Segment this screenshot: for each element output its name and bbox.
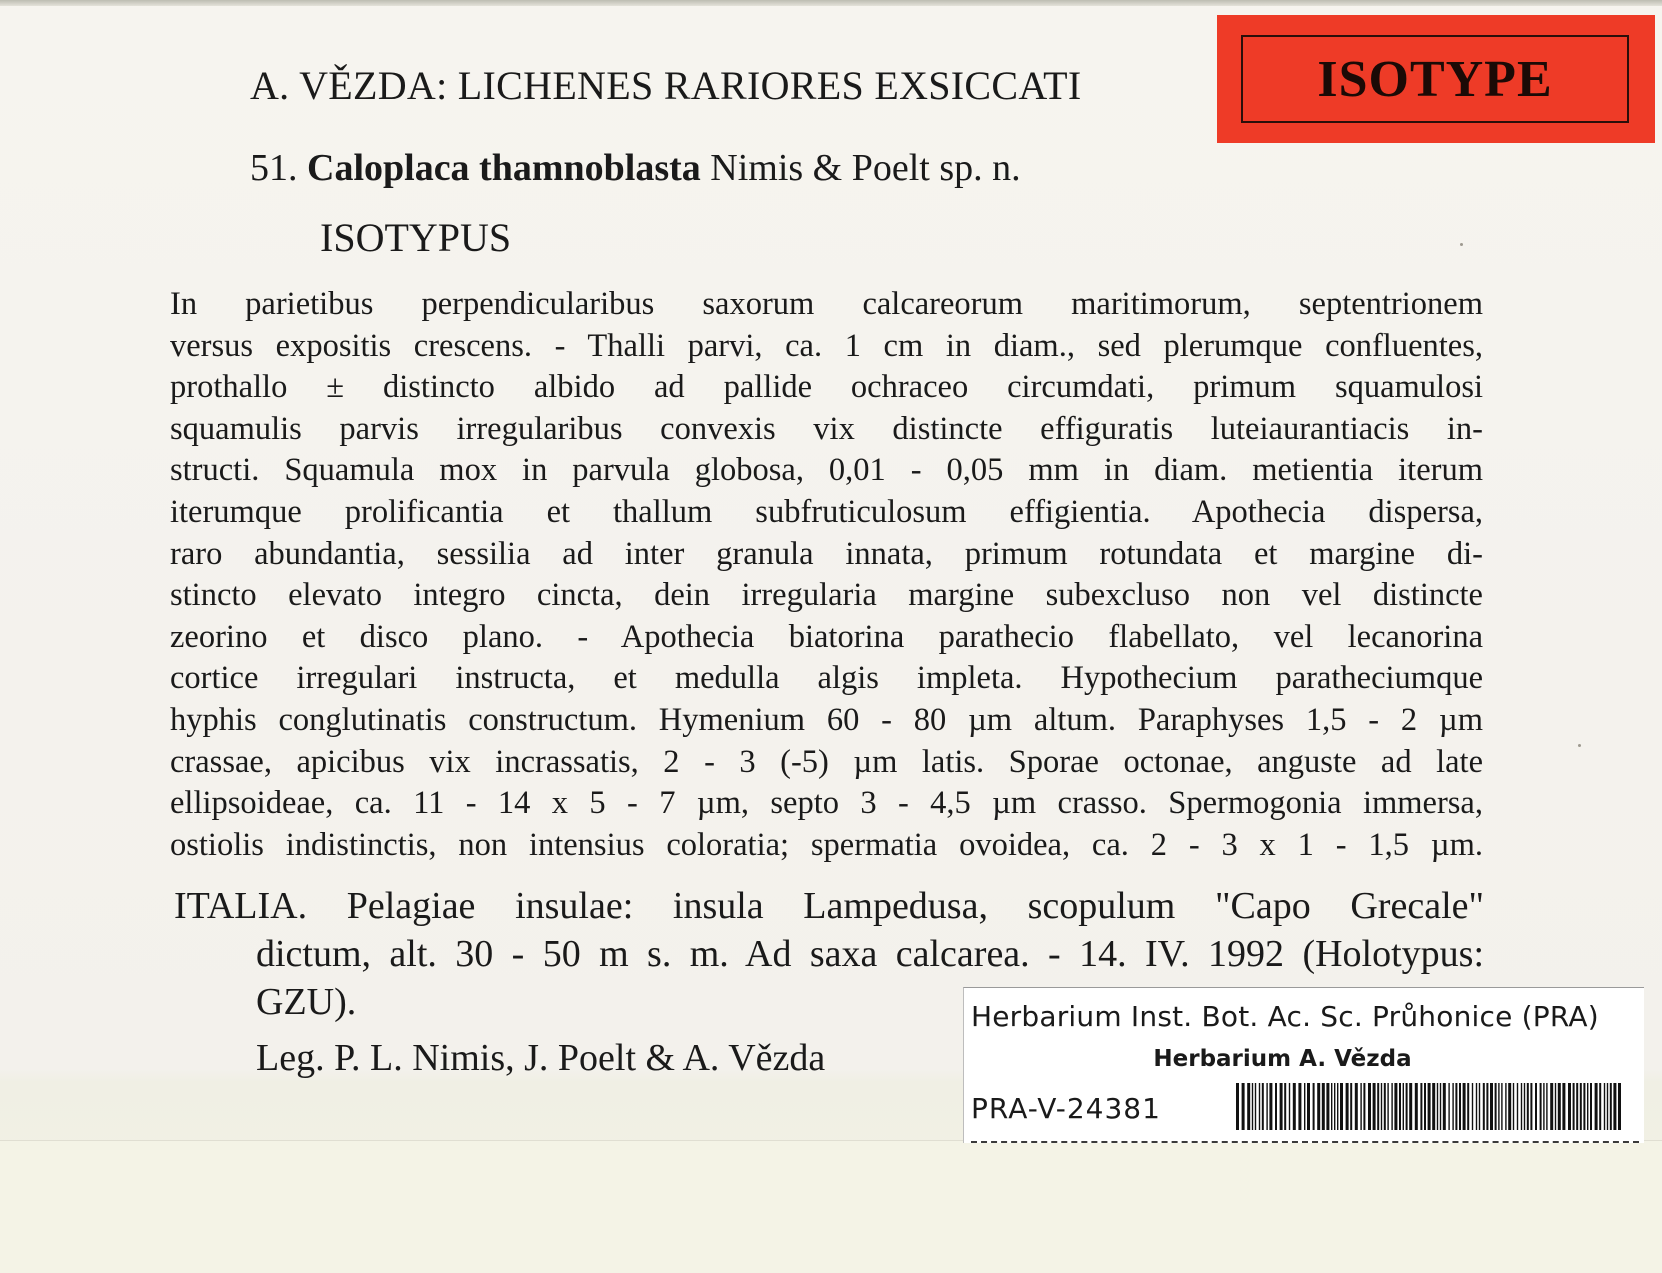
description-line: cortice irregulari instructa, et medulla algis impleta. Hypothecium paratheciumque	[170, 660, 1483, 697]
barcode-bar	[1540, 1083, 1542, 1130]
barcode-bar	[1334, 1083, 1335, 1130]
barcode-bar	[1459, 1083, 1461, 1130]
barcode-bar	[1326, 1083, 1329, 1130]
barcode-bar	[1562, 1083, 1565, 1130]
barcode-bar	[1576, 1083, 1578, 1130]
barcode-bar	[1377, 1083, 1379, 1130]
barcode-bar	[1535, 1083, 1537, 1130]
barcode-bar	[1490, 1083, 1493, 1130]
barcode-bar	[1387, 1083, 1388, 1130]
description-line: zeorino et disco plano. - Apothecia biatorina parathecio flabellato, vel lecanorina	[170, 618, 1483, 655]
barcode-bar	[1403, 1083, 1404, 1130]
description-line: hyphis conglutinatis constructum. Hymenium 60 - 80 µm altum. Paraphyses 1,5 - 2 µm	[170, 701, 1483, 738]
barcode-bar	[1355, 1083, 1358, 1130]
barcode-bar	[1501, 1083, 1502, 1130]
barcode-bar	[1587, 1083, 1588, 1130]
barcode-bar	[1479, 1083, 1480, 1130]
herbarium-institution: Herbarium Inst. Bot. Ac. Sc. Průhonice (PRA)	[971, 1000, 1599, 1033]
barcode-bar	[1307, 1083, 1310, 1130]
barcode-bar	[1252, 1083, 1253, 1130]
barcode-bar	[1524, 1083, 1525, 1130]
description-line: prothallo ± distincto albido ad pallide ochraceo circumdati, primum squamulosi	[170, 369, 1483, 406]
barcode-bar	[1236, 1083, 1239, 1130]
barcode-bar	[1259, 1083, 1260, 1130]
barcode-bar	[1443, 1083, 1446, 1130]
barcode-bar	[1530, 1083, 1532, 1130]
barcode-bar	[1573, 1083, 1575, 1130]
barcode-bar	[1420, 1083, 1422, 1130]
barcode-bar	[1486, 1083, 1488, 1130]
barcode-bar	[1384, 1083, 1386, 1130]
barcode-bar	[1394, 1083, 1397, 1130]
barcode-bar	[1304, 1083, 1305, 1130]
catalog-number: PRA-V-24381	[971, 1092, 1161, 1125]
barcode-bar	[1415, 1083, 1418, 1130]
barcode-bar	[1590, 1083, 1592, 1130]
barcode-bar	[1428, 1083, 1431, 1130]
barcode-bar	[1472, 1083, 1473, 1130]
barcode-bar	[1406, 1083, 1408, 1130]
barcode-bar	[1452, 1083, 1453, 1130]
isotype-stamp-label: ISOTYPE	[1317, 50, 1553, 108]
barcode-bar	[1391, 1083, 1392, 1130]
description-line: stincto elevato integro cincta, dein irregularia margine subexcluso non vel distincte	[170, 577, 1483, 614]
barcode-bar	[1467, 1083, 1469, 1130]
sheet-top-edge	[0, 0, 1662, 6]
barcode-bar	[1513, 1083, 1514, 1130]
barcode-bar	[1360, 1083, 1361, 1130]
paper-speck	[1460, 243, 1463, 246]
taxon-name: Caloplaca thamnoblasta	[307, 147, 701, 189]
barcode-bar	[1381, 1083, 1382, 1130]
species-heading	[250, 146, 1021, 190]
barcode-bar	[1483, 1083, 1485, 1130]
series-title: A. VĚZDA: LICHENES RARIORES EXSICCATI	[250, 63, 1082, 108]
barcode-bar	[1289, 1083, 1290, 1130]
barcode-bar	[1580, 1083, 1582, 1130]
barcode-bar	[1373, 1083, 1376, 1130]
locality-line: dictum, alt. 30 - 50 m s. m. Ad saxa calcarea. - 14. IV. 1992 (Holotypus:	[256, 933, 1484, 975]
taxon-authority: Nimis & Poelt sp. n.	[710, 147, 1021, 189]
barcode-bar	[1322, 1083, 1325, 1130]
barcode-bar	[1262, 1083, 1264, 1130]
barcode-bar	[1247, 1083, 1250, 1130]
barcode-bar	[1498, 1083, 1499, 1130]
barcode	[1236, 1083, 1624, 1130]
sheet-bottom-band	[0, 1140, 1662, 1273]
barcode-bar	[1508, 1083, 1511, 1130]
barcode-bar	[1350, 1083, 1352, 1130]
description-line: structi. Squamula mox in parvula globosa, 0,01 - 0,05 mm in diam. metientia iterum	[170, 452, 1483, 489]
barcode-bar	[1437, 1083, 1438, 1130]
barcode-bar	[1363, 1083, 1365, 1130]
barcode-bar	[1313, 1083, 1315, 1130]
description-line: ostiolis indistinctis, non intensius coloratia; spermatia ovoidea, ca. 2 - 3 x 1 - 1,5 µm.	[170, 826, 1483, 863]
barcode-bar	[1440, 1083, 1441, 1130]
isotype-stamp-frame	[1241, 35, 1629, 123]
barcode-bar	[1583, 1083, 1585, 1130]
barcode-bar	[1346, 1083, 1349, 1130]
barcode-bar	[1599, 1083, 1601, 1130]
barcode-bar	[1266, 1083, 1267, 1130]
barcode-bar	[1409, 1083, 1412, 1130]
locality-line: GZU).	[256, 981, 357, 1023]
barcode-bar	[1424, 1083, 1426, 1130]
barcode-bar	[1298, 1083, 1301, 1130]
barcode-bar	[1340, 1083, 1343, 1130]
barcode-bar	[1317, 1083, 1320, 1130]
herbarium-label	[963, 987, 1644, 1143]
barcode-bar	[1399, 1083, 1401, 1130]
specimen-number: 51.	[250, 147, 298, 189]
barcode-bar	[1476, 1083, 1477, 1130]
description-line: ellipsoideae, ca. 11 - 14 x 5 - 7 µm, septo 3 - 4,5 µm crasso. Spermogonia immersa,	[170, 785, 1483, 822]
locality-line: ITALIA. Pelagiae insulae: insula Lampedusa, scopulum "Capo Grecale"	[174, 885, 1484, 927]
description-line: In parietibus perpendicularibus saxorum calcareorum maritimorum, septentrionem	[170, 286, 1483, 322]
barcode-bar	[1550, 1083, 1553, 1130]
description-line: squamulis parvis irregularibus convexis vix distincte effiguratis luteiaurantiacis in-	[170, 410, 1483, 447]
barcode-bar	[1618, 1083, 1621, 1130]
description-line: versus expositis crescens. - Thalli parvi, ca. 1 cm in diam., sed plerumque confluentes,	[170, 327, 1483, 364]
barcode-bar	[1568, 1083, 1571, 1130]
barcode-bar	[1455, 1083, 1457, 1130]
barcode-bar	[1242, 1083, 1245, 1130]
barcode-bar	[1432, 1083, 1435, 1130]
barcode-bar	[1607, 1083, 1608, 1130]
barcode-bar	[1293, 1083, 1296, 1130]
barcode-bar	[1527, 1083, 1529, 1130]
type-status: ISOTYPUS	[320, 215, 512, 260]
description-line: raro abundantia, sessilia ad inter granula innata, primum rotundata et margine di-	[170, 535, 1483, 572]
herbarium-collection: Herbarium A. Vězda	[1153, 1046, 1412, 1072]
species-description	[170, 284, 1483, 866]
barcode-bar	[1495, 1083, 1497, 1130]
barcode-bar	[1284, 1083, 1286, 1130]
barcode-bar	[1331, 1083, 1332, 1130]
barcode-bar	[1543, 1083, 1544, 1130]
description-line: crassae, apicibus vix incrassatis, 2 - 3 (-5) µm latis. Sporae octonae, anguste ad late	[170, 743, 1483, 780]
description-line: iterumque prolificantia et thallum subfruticulosum effigientia. Apothecia dispersa,	[170, 493, 1483, 530]
barcode-bar	[1337, 1083, 1338, 1130]
barcode-bar	[1595, 1083, 1598, 1130]
barcode-bar	[1558, 1083, 1561, 1130]
isotype-stamp	[1217, 15, 1655, 143]
barcode-bar	[1463, 1083, 1466, 1130]
barcode-bar	[1555, 1083, 1556, 1130]
collector-line: Leg. P. L. Nimis, J. Poelt & A. Vězda	[256, 1037, 826, 1079]
barcode-bar	[1280, 1083, 1283, 1130]
barcode-bar	[1521, 1083, 1522, 1130]
barcode-bar	[1517, 1083, 1518, 1130]
barcode-bar	[1505, 1083, 1506, 1130]
barcode-bar	[1604, 1083, 1605, 1130]
barcode-bar	[1546, 1083, 1547, 1130]
label-cut-line	[971, 1141, 1639, 1143]
barcode-bar	[1448, 1083, 1449, 1130]
barcode-bar	[1275, 1083, 1277, 1130]
barcode-bar	[1368, 1083, 1371, 1130]
barcode-bar	[1610, 1083, 1612, 1130]
paper-speck	[1578, 744, 1581, 747]
barcode-bar	[1269, 1083, 1272, 1130]
barcode-bar	[1613, 1083, 1616, 1130]
barcode-bar	[1255, 1083, 1256, 1130]
